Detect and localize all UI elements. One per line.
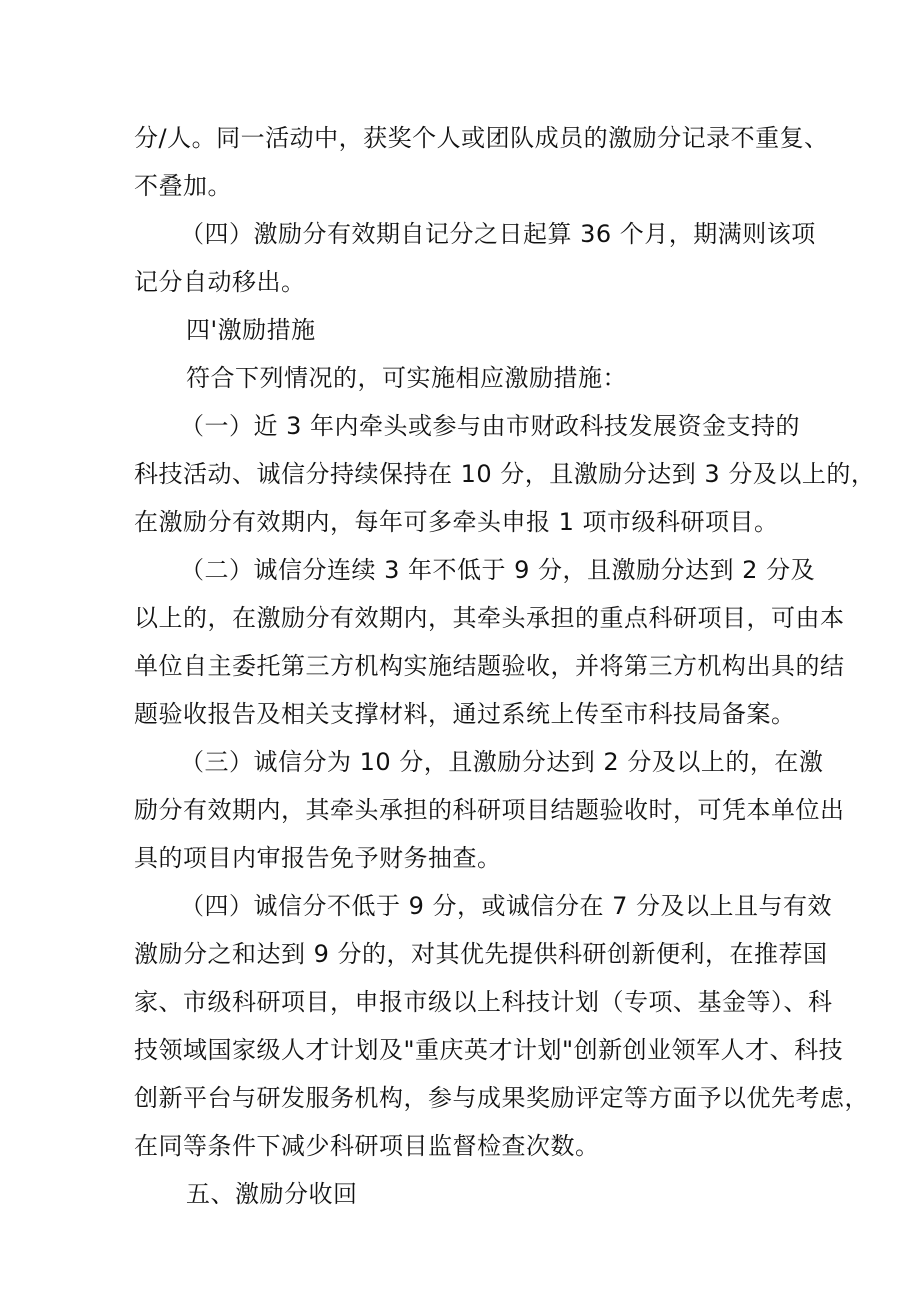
text-line-21: 创新平台与研发服务机构，参与成果奖励评定等方面予以优先考虑， — [134, 1084, 869, 1112]
section-heading-5: 五、激励分收回 — [186, 1180, 358, 1208]
text-line-7: （一）近 3 年内牵头或参与由市财政科技发展资金支持的 — [180, 412, 801, 440]
text-line-16: 具的项目内审报告免予财务抽查。 — [134, 844, 502, 872]
text-line-4: 记分自动移出。 — [134, 268, 306, 296]
text-line-14: （三）诚信分为 10 分，且激励分达到 2 分及以上的，在激 — [180, 748, 824, 776]
text-line-22: 在同等条件下减少科研项目监督检查次数。 — [134, 1132, 600, 1160]
text-line-2: 不叠加。 — [134, 172, 232, 200]
text-line-11: 以上的，在激励分有效期内，其牵头承担的重点科研项目，可由本 — [134, 604, 845, 632]
text-line-15: 励分有效期内，其牵头承担的科研项目结题验收时，可凭本单位出 — [134, 796, 845, 824]
text-line-19: 家、市级科研项目，申报市级以上科技计划（专项、基金等）、科 — [134, 988, 833, 1016]
text-line-20: 技领域国家级人才计划及"重庆英才计划"创新创业领军人才、科技 — [134, 1036, 844, 1064]
text-line-17: （四）诚信分不低于 9 分，或诚信分在 7 分及以上且与有效 — [180, 892, 833, 920]
text-line-12: 单位自主委托第三方机构实施结题验收，并将第三方机构出具的结 — [134, 652, 845, 680]
section-heading-4: 四'激励措施 — [186, 316, 316, 344]
text-line-6: 符合下列情况的，可实施相应激励措施： — [186, 364, 627, 392]
text-line-3: （四）激励分有效期自记分之日起算 36 个月，期满则该项 — [180, 220, 816, 248]
text-line-10: （二）诚信分连续 3 年不低于 9 分，且激励分达到 2 分及 — [180, 556, 816, 584]
text-line-13: 题验收报告及相关支撑材料，通过系统上传至市科技局备案。 — [134, 700, 796, 728]
text-line-1: 分/人。同一活动中，获奖个人或团队成员的激励分记录不重复、 — [134, 124, 829, 152]
text-line-8: 科技活动、诚信分持续保持在 10 分，且激励分达到 3 分及以上的， — [134, 460, 876, 488]
text-line-18: 激励分之和达到 9 分的，对其优先提供科研创新便利，在推荐国 — [134, 940, 828, 968]
text-line-9: 在激励分有效期内，每年可多牵头申报 1 项市级科研项目。 — [134, 508, 779, 536]
